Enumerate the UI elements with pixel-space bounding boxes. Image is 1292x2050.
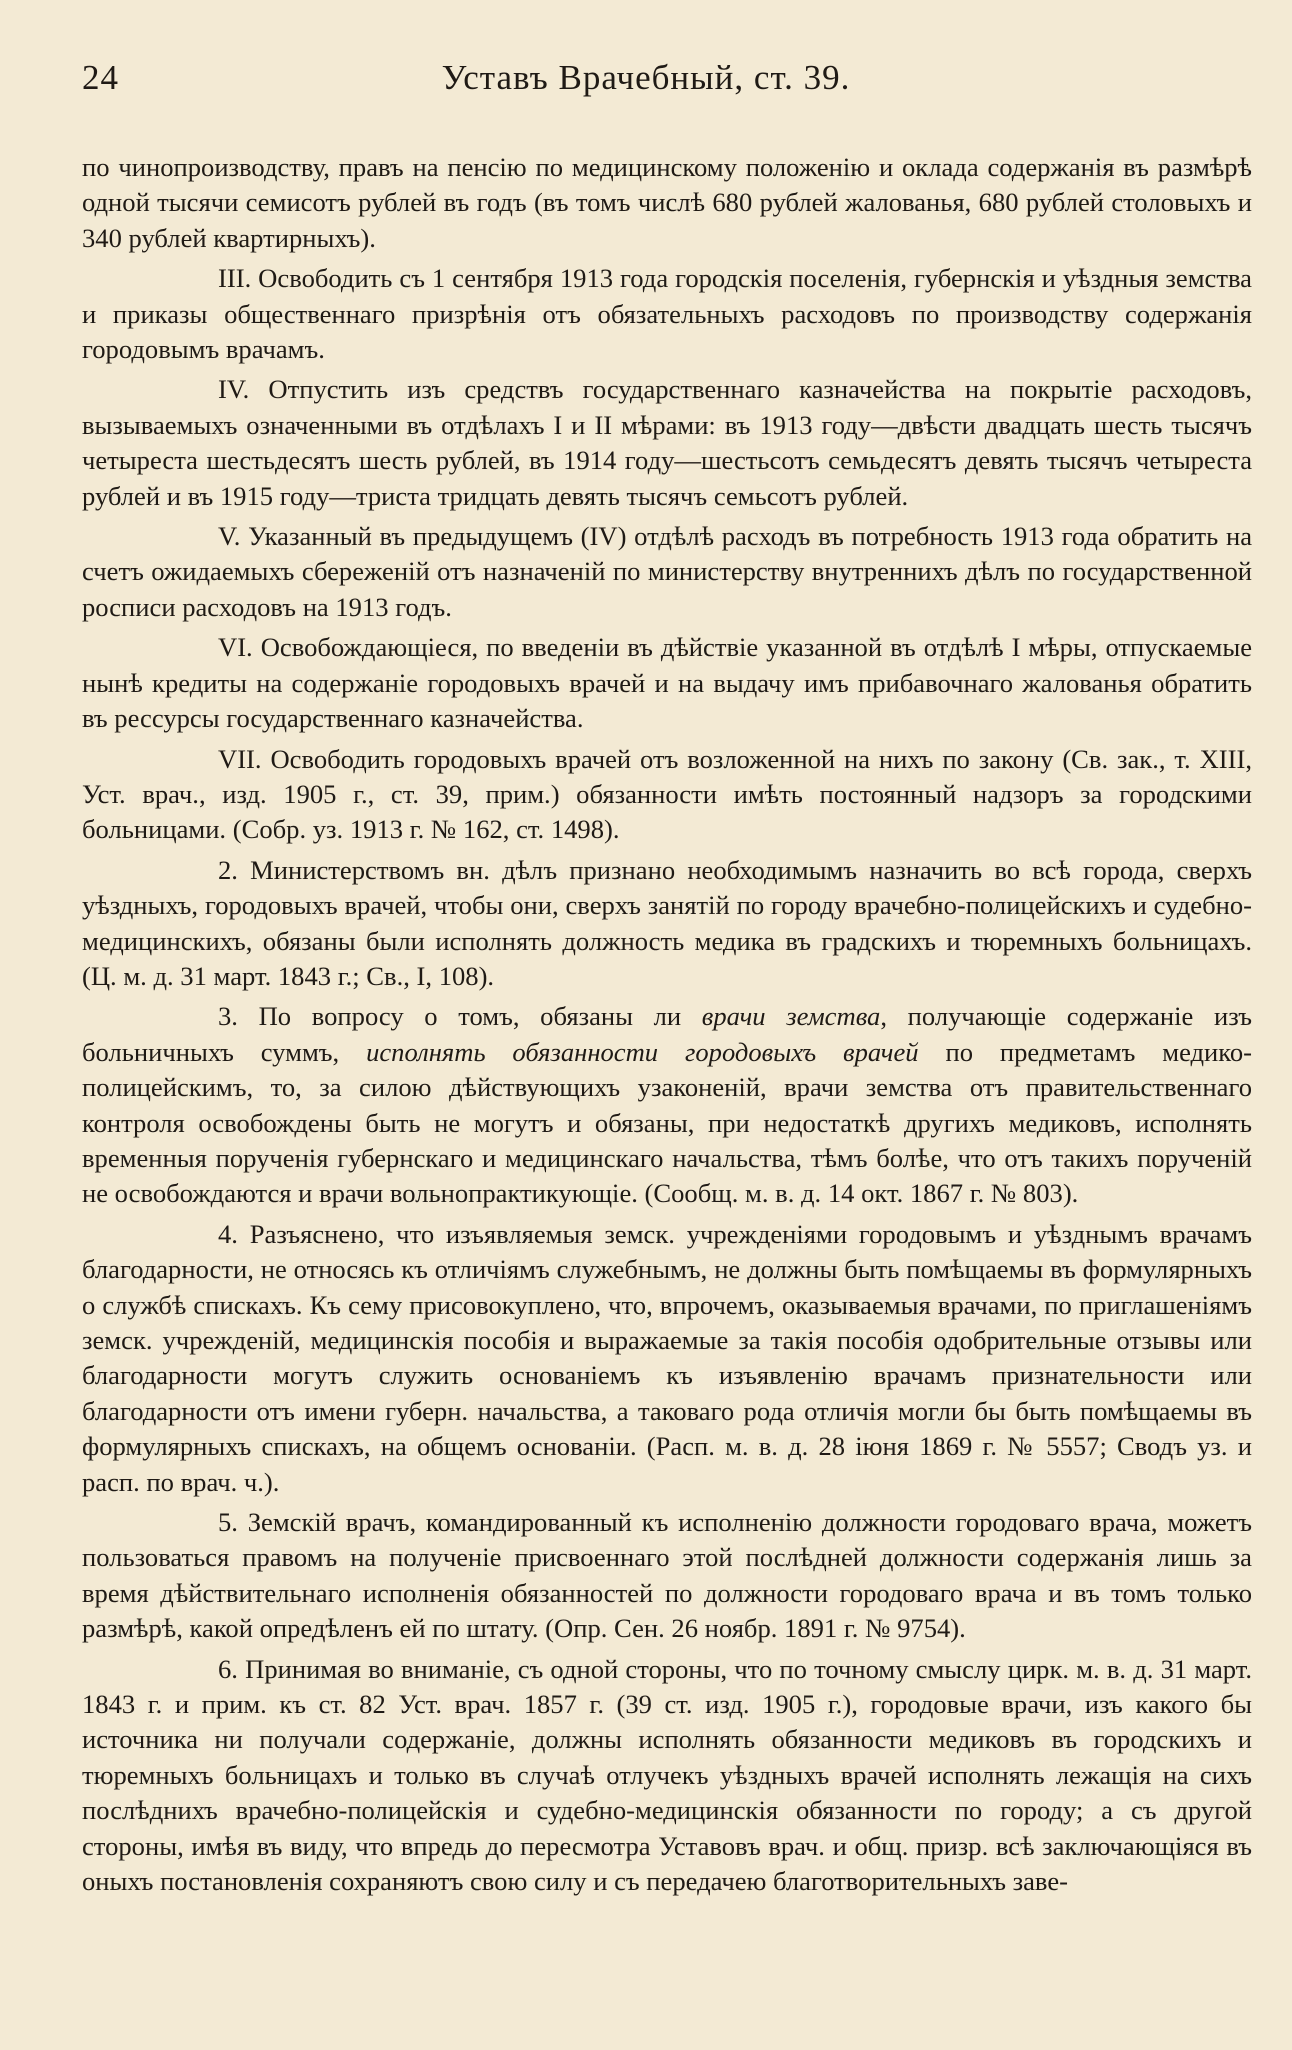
page-number: 24: [82, 58, 119, 97]
paragraph-note-2: 2. Министерствомъ вн. дѣлъ признано необходимымъ назначить во всѣ города, сверхъ уѣздныхъ, городовыхъ врачей, чтобы они, сверхъ занятій по городу врачебно-полицейскихъ и судебно-медицинскихъ, обязаны были исполнять должность медика въ градскихъ и тюремныхъ больницахъ. (Ц. м. д. 31 март. 1843 г.; Св., I, 108).: [82, 854, 1252, 991]
paragraph-section-3: III. Освободить съ 1 сентября 1913 года городскія поселенія, губернскія и уѣздныя земства и приказы общественнаго призрѣнія отъ обязательныхъ расходовъ по производству содержанія городовымъ врачамъ.: [82, 263, 1252, 365]
note-3-text-b: , получающіе содержаніе изъ больничныхъ суммъ,: [82, 1001, 1253, 1067]
note-3-italic-a: врачи земства: [701, 1001, 881, 1032]
paragraph-note-5: 5. Земскій врачъ, командированный къ исполненію должности городоваго врача, можетъ пользоваться правомъ на полученіе присвоеннаго этой послѣдней должности содержанія лишь за время дѣйствительнаго исполненія обязанностей по должности городоваго врача и въ томъ только размѣрѣ, какой опредѣленъ ей по штату. (Опр. Сен. 26 ноябр. 1891 г. № 9754).: [82, 1507, 1252, 1644]
paragraph-section-6: VI. Освобождающіеся, по введеніи въ дѣйствіе указанной въ отдѣлѣ I мѣры, отпускаемые нынѣ кредиты на содержаніе городовыхъ врачей и на выдачу имъ прибавочнаго жалованья обратить въ рессурсы государственнаго казначейства.: [82, 632, 1252, 734]
page-header: [82, 58, 1210, 108]
note-3-text-a: 3. По вопросу о томъ, обязаны ли: [218, 1001, 702, 1032]
paragraph-note-3: [82, 999, 1252, 1211]
paragraph-note-4: 4. Разъяснено, что изъявляемыя земск. учрежденіями городовымъ и уѣзднымъ врачамъ благодарности, не относясь къ отличіямъ служебнымъ, не должны быть помѣщаемы въ формулярныхъ о службѣ спискахъ. Къ сему присовокуплено, что, впрочемъ, оказываемыя врачами, по приглашеніямъ земск. учрежденій, медицинскія пособія и выражаемые за такія пособія одобрительные отзывы или благодарности могутъ служить основаніемъ къ изъявленію врачамъ признательности или благодарности отъ имени губерн. начальства, а таковаго рода отличія могли бы быть помѣщаемы въ формулярныхъ спискахъ, на общемъ основаніи. (Расп. м. в. д. 28 іюня 1869 г. № 5557; Сводъ уз. и расп. по врач. ч.).: [82, 1218, 1252, 1497]
note-3-italic-b: исполнять обязанности городовыхъ врачей: [366, 1036, 919, 1067]
paragraph-continuation: по чинопроизводству, правъ на пенсію по медицинскому положенію и оклада содержанія въ размѣрѣ одной тысячи семисотъ рублей въ годъ (въ томъ числѣ 680 рублей жалованья, 680 рублей столовыхъ и 340 рублей квартирныхъ).: [82, 152, 1252, 253]
note-3-text-c: по предметамъ медико-полицейскимъ, то, за силою дѣйствующихъ узаконеній, врачи земства отъ правительственнаго контроля освобождены быть не могутъ и обязаны, при недостаткѣ другихъ медиковъ, исполнять временныя порученія губернскаго и медицинскаго начальства, тѣмъ болѣе, что отъ такихъ порученій не освобождаются и врачи вольнопрактикующіе. (Сообщ. м. в. д. 14 окт. 1867 г. № 803).: [82, 1036, 1253, 1209]
paragraph-section-5: V. Указанный въ предыдущемъ (IV) отдѣлѣ расходъ въ потребность 1913 года обратить на счетъ ожидаемыхъ сбереженій отъ назначеній по министерству внутреннихъ дѣлъ по государственной росписи расходовъ на 1913 годъ.: [82, 521, 1252, 622]
paragraph-section-7: VII. Освободить городовыхъ врачей отъ возложенной на нихъ по закону (Св. зак., т. XIII, Уст. врач., изд. 1905 г., ст. 39, прим.) обязанности имѣть постоянный надзоръ за городскими больницами. (Собр. уз. 1913 г. № 162, ст. 1498).: [82, 743, 1252, 845]
paragraph-section-4: IV. Отпустить изъ средствъ государственнаго казначейства на покрытіе расходовъ, вызываемыхъ означенными въ отдѣлахъ I и II мѣрами: въ 1913 году—двѣсти двадцать шесть тысячъ четыреста шестьдесятъ шесть рублей, въ 1914 году—шестьсотъ семьдесятъ девять тысячъ четыреста рублей и въ 1915 году—триста тридцать девять тысячъ семьсотъ рублей.: [82, 374, 1252, 511]
running-title: Уставъ Врачебный, ст. 39.: [441, 58, 851, 97]
page-body: [82, 150, 1252, 2025]
paragraph-note-6: 6. Принимая во вниманіе, съ одной стороны, что по точному смыслу цирк. м. в. д. 31 март. 1843 г. и прим. къ ст. 82 Уст. врач. 1857 г. (39 ст. изд. 1905 г.), городовые врачи, изъ какого бы источника ни получали содержаніе, должны исполнять обязанности медиковъ въ городскихъ и тюремныхъ больницахъ и только въ случаѣ отлучекъ уѣздныхъ врачей исполнять лежащія на сихъ послѣднихъ врачебно-полицейскія и судебно-медицинскія обязанности по городу; а съ другой стороны, имѣя въ виду, что впредь до пересмотра Уставовъ врач. и общ. призр. всѣ заключающіяся въ оныхъ постановленія сохраняютъ свою силу и съ передачею благотворительныхъ заве-: [82, 1653, 1252, 1897]
